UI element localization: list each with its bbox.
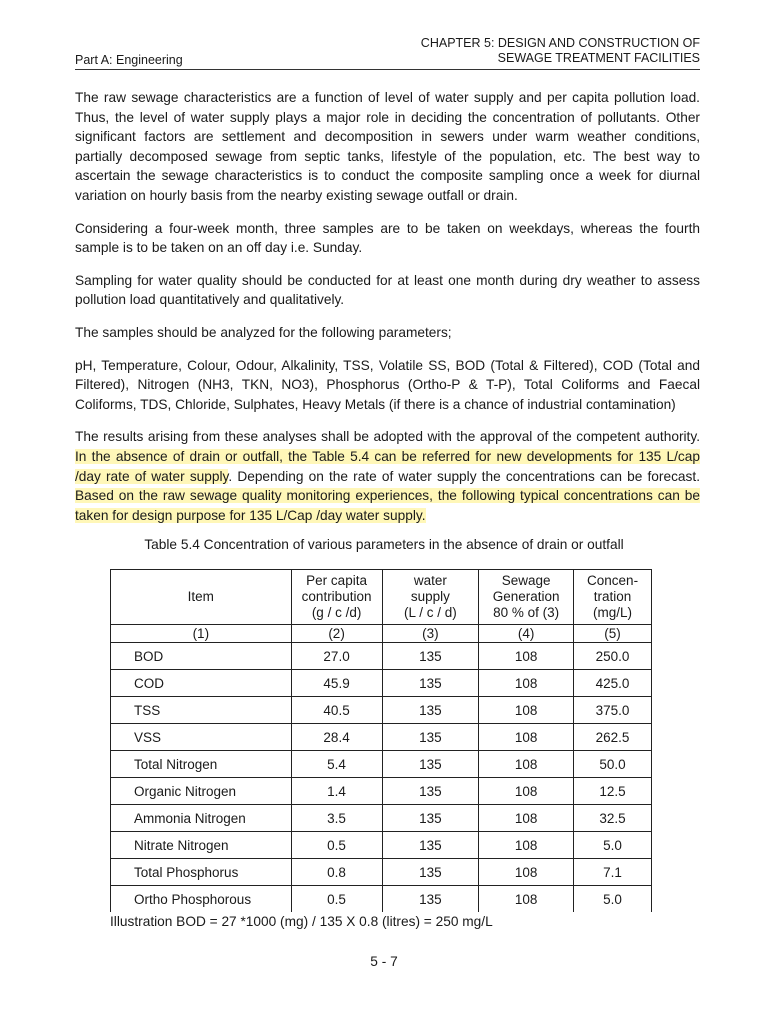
row-water-supply: 135	[382, 697, 479, 724]
paragraph-1: The raw sewage characteristics are a function of level of water supply and per capita pollution load. Thus, the level of water supply plays a major role in deciding the concentration of pollutants. Other significant factors are settlement and decomposition in sewers under warm weather conditions, partially decomposed sewage from septic tanks, lifestyle of the population, etc. The best way to ascertain the sewage characteristics is to conduct the composite sampling once a week for diurnal variation on hourly basis from the nearby existing sewage outfall or drain.	[75, 90, 700, 203]
header-chapter-line2: SEWAGE TREATMENT FACILITIES	[497, 51, 700, 65]
row-water-supply: 135	[382, 670, 479, 697]
row-water-supply: 135	[382, 643, 479, 670]
row-sewage-generation: 108	[479, 643, 574, 670]
row-item: Ortho Phosphorous	[111, 886, 292, 913]
row-item: Ammonia Nitrogen	[111, 805, 292, 832]
table-caption: Table 5.4 Concentration of various parameters in the absence of drain or outfall	[144, 537, 624, 552]
row-water-supply: 135	[382, 805, 479, 832]
row-water-supply: 135	[382, 751, 479, 778]
header-line: tration	[593, 589, 632, 604]
header-water-supply	[382, 570, 479, 625]
header-line: (g / c /d)	[311, 605, 362, 620]
header-part-label: Part A: Engineering	[75, 53, 183, 67]
row-concentration: 425.0	[574, 670, 652, 697]
paragraph-3: Sampling for water quality should be conducted for at least one month during dry weather to assess pollution load quantitatively and qualitatively.	[75, 272, 700, 308]
header-line: Sewage	[501, 573, 551, 588]
row-concentration: 7.1	[574, 859, 652, 886]
header-line: water	[413, 573, 447, 588]
paragraph-4: The samples should be analyzed for the following parameters;	[75, 324, 452, 340]
row-water-supply: 135	[382, 886, 479, 913]
header-item	[111, 570, 292, 625]
header-line: Concen-	[587, 573, 639, 588]
header-line: (L / c / d)	[403, 605, 457, 620]
row-item: TSS	[111, 697, 292, 724]
table-row	[111, 859, 652, 886]
row-concentration: 12.5	[574, 778, 652, 805]
header-concentration	[574, 570, 652, 625]
row-water-supply: 135	[382, 859, 479, 886]
row-per-capita: 5.4	[291, 751, 382, 778]
paragraph-5: pH, Temperature, Colour, Odour, Alkalinity, TSS, Volatile SS, BOD (Total & Filtered), COD (Total and Filtered), Nitrogen (NH3, TKN, NO3), Phosphorus (Ortho-P & T-P), Total Coliforms and Faecal Coliforms, TDS, Chloride, Sulphates, Heavy Metals (if there is a chance of industrial contamination)	[75, 357, 700, 412]
row-per-capita: 0.5	[291, 886, 382, 913]
row-item: Nitrate Nitrogen	[111, 832, 292, 859]
row-sewage-generation: 108	[479, 751, 574, 778]
table-row	[111, 832, 652, 859]
header-line: contribution	[301, 589, 372, 604]
column-number: (1)	[111, 625, 292, 643]
row-item: Organic Nitrogen	[111, 778, 292, 805]
row-item: Total Phosphorus	[111, 859, 292, 886]
row-sewage-generation: 108	[479, 670, 574, 697]
table-row	[111, 643, 652, 670]
row-sewage-generation: 108	[479, 805, 574, 832]
row-per-capita: 28.4	[291, 724, 382, 751]
highlighted-text-2: Based on the raw sewage quality monitoring experiences, the following typical concentrations can be taken for design purpose for 135 L/Cap /day water supply.	[75, 488, 700, 523]
concentration-table	[110, 569, 652, 912]
table-row	[111, 751, 652, 778]
highlighted-text-1: In the absence of drain or outfall, the Table 5.4 can be referred for new developments for 135 L/cap /day rate of water supply	[75, 448, 700, 484]
row-sewage-generation: 108	[479, 724, 574, 751]
row-item: Total Nitrogen	[111, 751, 292, 778]
row-water-supply: 135	[382, 778, 479, 805]
header-chapter-title	[421, 36, 700, 66]
page-header	[75, 36, 700, 70]
table-row	[111, 778, 652, 805]
header-line: (mg/L)	[593, 605, 633, 620]
row-per-capita: 0.8	[291, 859, 382, 886]
header-sewage-generation	[479, 570, 574, 625]
table-row	[111, 724, 652, 751]
row-per-capita: 1.4	[291, 778, 382, 805]
row-concentration: 5.0	[574, 886, 652, 913]
row-per-capita: 0.5	[291, 832, 382, 859]
row-water-supply: 135	[382, 724, 479, 751]
table-header-row	[111, 570, 652, 625]
row-concentration: 32.5	[574, 805, 652, 832]
row-per-capita: 3.5	[291, 805, 382, 832]
row-item: VSS	[111, 724, 292, 751]
row-sewage-generation: 108	[479, 859, 574, 886]
column-number-row	[111, 625, 652, 643]
header-line: Item	[187, 589, 214, 604]
paragraph-6-part-b: . Depending on the rate of water supply the concentrations can be forecast.	[228, 468, 700, 484]
row-item: COD	[111, 670, 292, 697]
row-water-supply: 135	[382, 832, 479, 859]
row-concentration: 375.0	[574, 697, 652, 724]
row-per-capita: 27.0	[291, 643, 382, 670]
header-chapter-line1: CHAPTER 5: DESIGN AND CONSTRUCTION OF	[420, 36, 700, 50]
header-line: Per capita	[306, 573, 367, 588]
row-concentration: 50.0	[574, 751, 652, 778]
table-row	[111, 670, 652, 697]
paragraph-6	[75, 427, 700, 525]
body-text	[75, 88, 700, 538]
table-row	[111, 805, 652, 832]
header-per-capita	[291, 570, 382, 625]
row-item: BOD	[111, 643, 292, 670]
column-number: (2)	[291, 625, 382, 643]
row-per-capita: 40.5	[291, 697, 382, 724]
row-concentration: 5.0	[574, 832, 652, 859]
column-number: (5)	[574, 625, 652, 643]
column-number: (4)	[479, 625, 574, 643]
illustration-formula: Illustration BOD = 27 *1000 (mg) / 135 X 0.8 (litres) = 250 mg/L	[110, 914, 493, 929]
row-sewage-generation: 108	[479, 697, 574, 724]
row-sewage-generation: 108	[479, 832, 574, 859]
row-sewage-generation: 108	[479, 886, 574, 913]
paragraph-2: Considering a four-week month, three samples are to be taken on weekdays, whereas the fourth sample is to be taken on an off day i.e. Sunday.	[75, 220, 700, 256]
row-concentration: 250.0	[574, 643, 652, 670]
page-number: 5 - 7	[370, 954, 398, 969]
table-row	[111, 697, 652, 724]
table-row	[111, 886, 652, 913]
header-line: 80 % of (3)	[493, 605, 560, 620]
row-per-capita: 45.9	[291, 670, 382, 697]
header-line: supply	[410, 589, 450, 604]
header-line: Generation	[492, 589, 560, 604]
column-number: (3)	[382, 625, 479, 643]
paragraph-6-part-a: The results arising from these analyses shall be adopted with the approval of the competent authority.	[75, 429, 700, 445]
row-sewage-generation: 108	[479, 778, 574, 805]
row-concentration: 262.5	[574, 724, 652, 751]
